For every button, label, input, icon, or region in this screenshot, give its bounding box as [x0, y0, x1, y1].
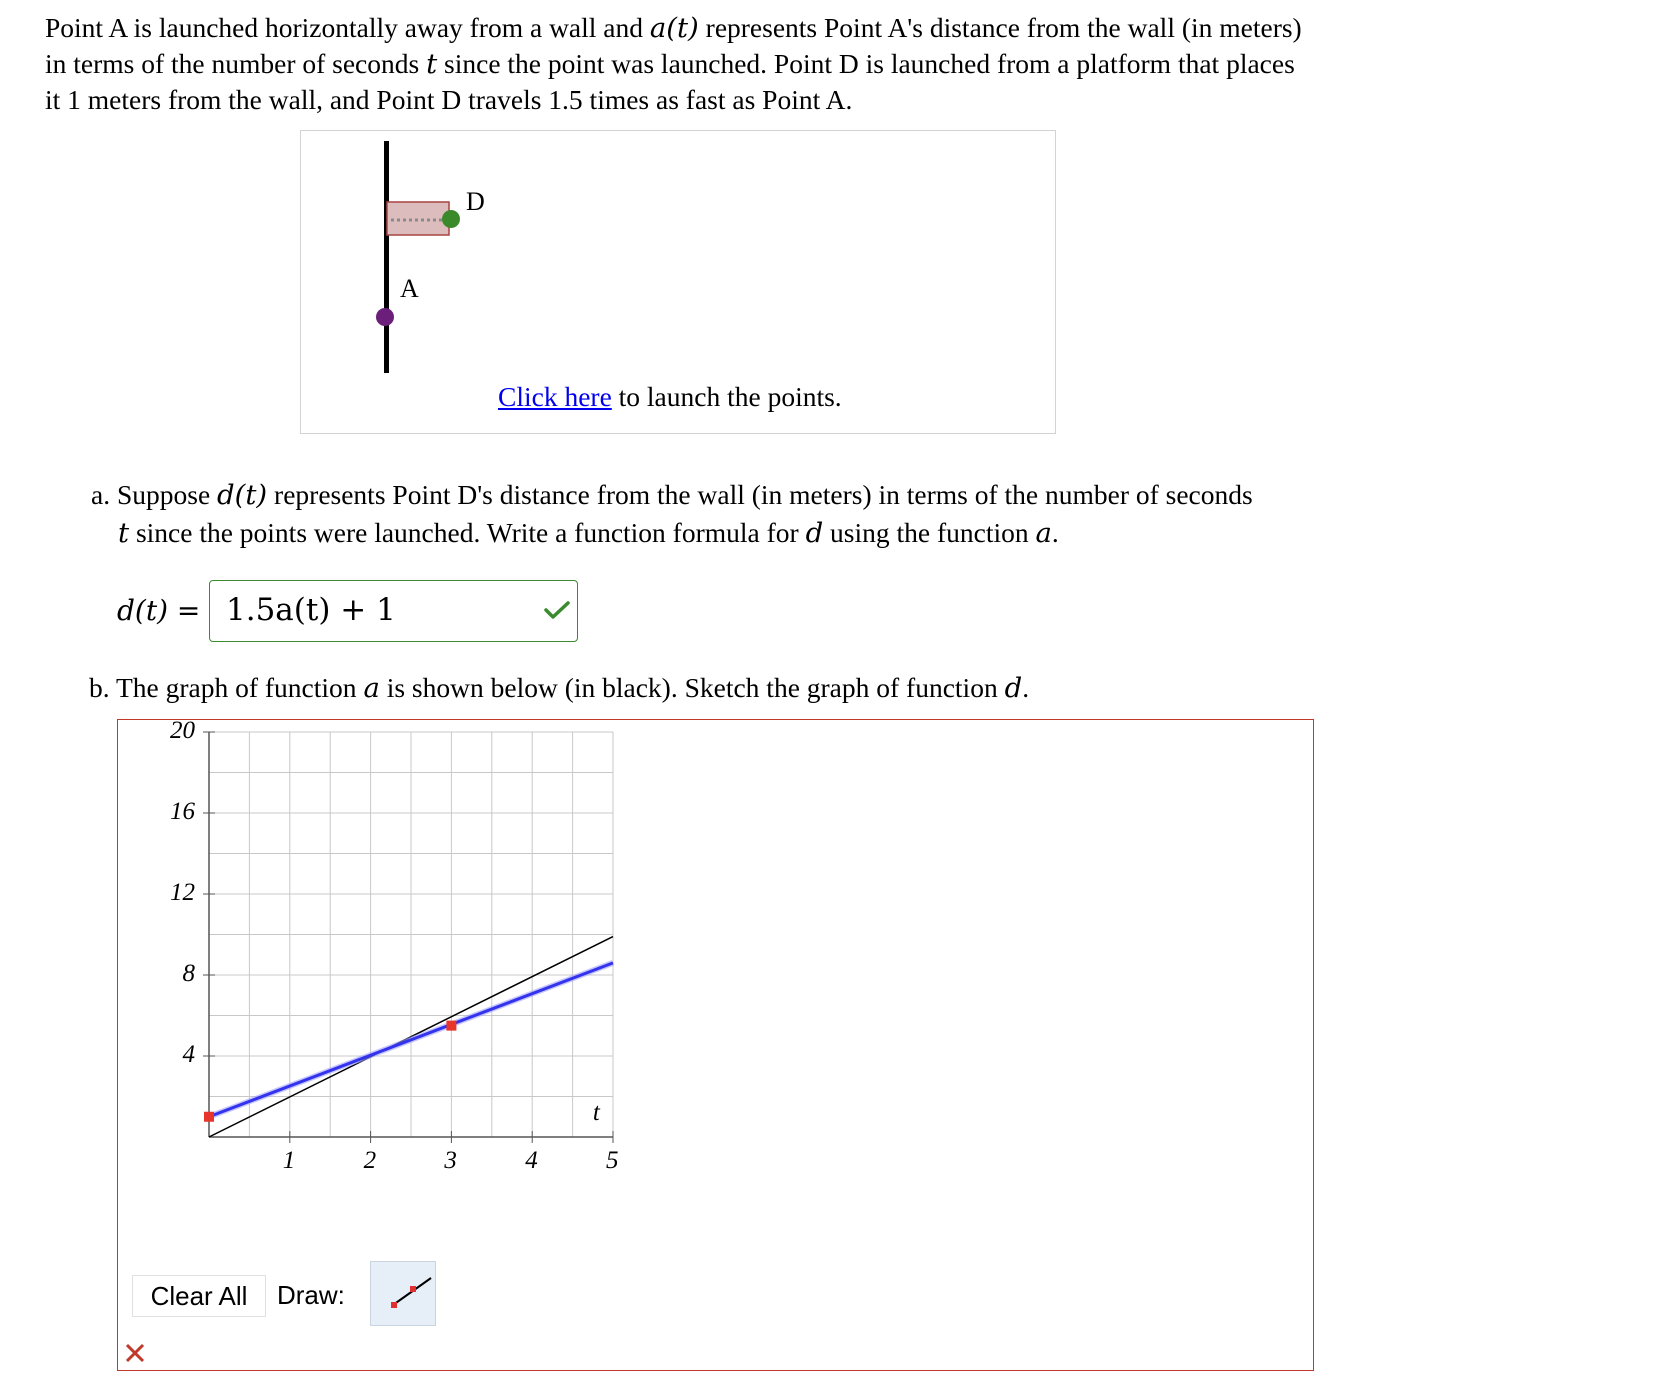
x-axis-name: t	[592, 1099, 600, 1126]
x-tick-label: 1	[282, 1147, 296, 1174]
x-tick-label: 5	[606, 1147, 619, 1174]
part-a-text-4: .	[1051, 517, 1059, 548]
y-tick-label: 12	[170, 879, 195, 906]
part-a-question	[91, 476, 1351, 552]
answer-input[interactable]	[209, 580, 578, 642]
point-d-label: D	[466, 187, 485, 216]
launch-applet	[300, 130, 1056, 434]
checkmark-icon	[543, 599, 571, 621]
axes	[203, 732, 613, 1143]
y-tick-label: 20	[170, 717, 195, 744]
part-a-text-3: using the function	[823, 517, 1036, 548]
y-tick-label: 16	[170, 798, 195, 825]
x-tick-label: 4	[525, 1147, 538, 1174]
part-b-prefix: b. The graph of function	[89, 672, 364, 703]
part-b-a: a	[363, 672, 380, 704]
intro-t: t	[426, 48, 438, 80]
point-d	[442, 210, 460, 228]
launch-suffix: to launch the points.	[611, 381, 842, 412]
part-a-d-of-t: d(t)	[217, 479, 268, 511]
part-b-text-2: .	[1022, 672, 1030, 703]
intro-a-of-t: a(t)	[649, 12, 699, 44]
control-point	[446, 1021, 456, 1031]
answer-value: 1.5a(t) + 1	[226, 592, 396, 628]
answer-label: d(t) =	[117, 594, 201, 627]
line-tool-icon	[371, 1262, 437, 1327]
part-a-a: a	[1035, 517, 1052, 549]
y-tick-label: 8	[182, 960, 195, 987]
intro-text-3: since the point was launched. Point D is launched from a platform that places it 1 meters from the wall, and Point D travels 1.5 times as fast as Point A.	[45, 48, 1295, 115]
draw-label: Draw:	[277, 1280, 345, 1310]
part-a-d: d	[805, 517, 824, 549]
clear-all-button[interactable]: Clear All	[132, 1275, 266, 1317]
x-tick-label: 2	[363, 1147, 377, 1174]
point-a-label: A	[400, 274, 419, 303]
intro-text-2: represents Point A's distance from the wall (in meters) in terms of the number of seconds	[45, 12, 1302, 79]
launch-link[interactable]: Click here	[498, 381, 612, 412]
part-a-text-2: since the points were launched. Write a function formula for	[129, 517, 806, 548]
part-a-prefix: a. Suppose	[91, 479, 218, 510]
intro-text-1: Point A is launched horizontally away from a wall and	[45, 12, 650, 43]
y-tick-label: 4	[182, 1041, 195, 1068]
part-b-text-1: is shown below (in black). Sketch the graph of function	[379, 672, 1005, 703]
part-a-text-1: represents Point D's distance from the wall (in meters) in terms of the number of seconds	[267, 479, 1253, 510]
incorrect-x-icon	[124, 1342, 146, 1364]
launch-instructions	[498, 381, 842, 413]
control-point	[204, 1112, 214, 1122]
graph-panel	[117, 719, 1314, 1371]
wall	[384, 141, 389, 373]
grid-lines	[209, 732, 613, 1137]
part-b-question	[89, 672, 1029, 704]
draw-line-tool-button[interactable]	[370, 1261, 436, 1326]
part-a-t: t	[118, 517, 130, 549]
point-a	[376, 308, 394, 326]
problem-intro	[45, 10, 1305, 117]
part-b-d: d	[1004, 672, 1023, 704]
x-tick-label: 3	[444, 1147, 457, 1174]
part-a-line-2	[91, 514, 1351, 552]
